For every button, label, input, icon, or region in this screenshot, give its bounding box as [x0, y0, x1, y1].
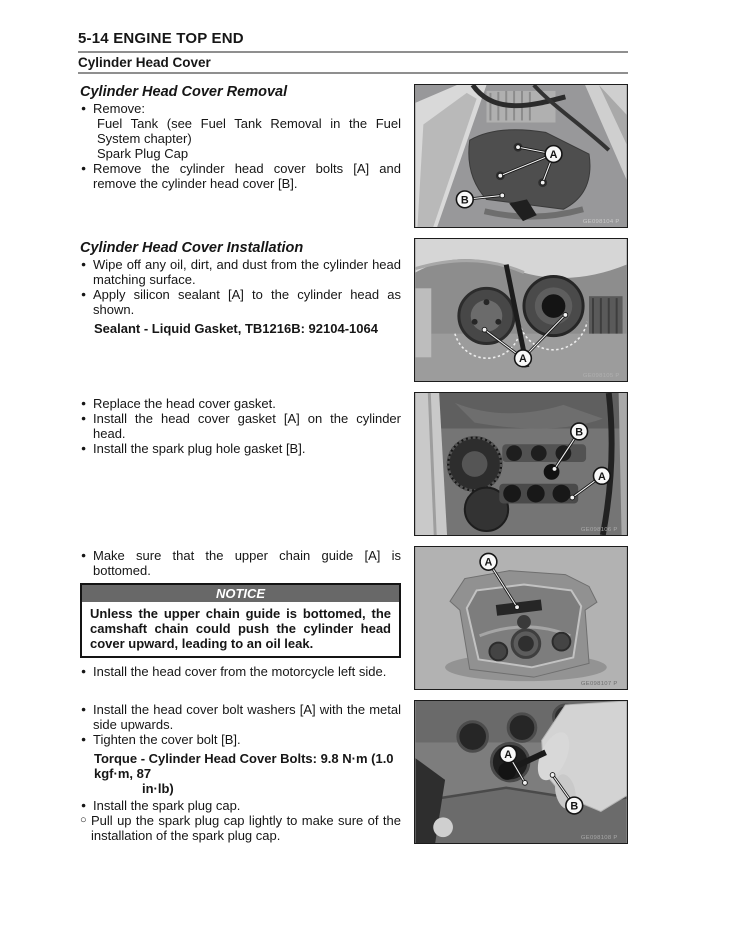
step-remove-bolts	[80, 161, 401, 191]
section-tighten	[80, 702, 401, 843]
step-tighten-text: Tighten the cover bolt [B].	[93, 732, 241, 747]
substep-spark-cap-check	[80, 813, 401, 843]
photo-art	[415, 701, 626, 843]
step-left-side	[80, 664, 401, 679]
figure-gaskets	[414, 392, 628, 536]
removal-heading: Cylinder Head Cover Removal	[80, 84, 288, 100]
callout-a	[515, 350, 532, 367]
chapter-header: 5-14 ENGINE TOP END	[78, 30, 244, 47]
bullet-icon: ●	[81, 666, 87, 676]
figure-head-cover-bolts	[414, 84, 628, 228]
bullet-icon: ●	[81, 259, 87, 269]
step-apply-sealant	[80, 287, 401, 317]
step-replace-gasket-text: Replace the head cover gasket.	[93, 396, 276, 411]
callout-a-label: A	[519, 353, 527, 366]
callout-b-label: B	[575, 426, 584, 439]
bullet-icon: ●	[81, 103, 87, 113]
photo-art	[415, 85, 626, 227]
step-spark-cap-text: Install the spark plug cap.	[93, 798, 241, 813]
circle-bullet-icon: ○	[80, 814, 87, 826]
bullet-icon: ●	[81, 800, 87, 810]
callout-b	[566, 797, 583, 814]
section-chain-guide	[80, 548, 401, 679]
step-chain-guide-text: Make sure that the upper chain guide [A] is bottomed.	[93, 548, 401, 578]
bullet-icon: ●	[81, 704, 87, 714]
callout-a-label: A	[597, 470, 606, 483]
callout-a	[545, 146, 562, 163]
notice-box	[80, 583, 401, 658]
photo-art	[415, 547, 626, 689]
callout-a-label: A	[484, 556, 493, 569]
bullet-icon: ●	[81, 289, 87, 299]
remove-item-spark-plug-cap: Spark Plug Cap	[97, 146, 189, 161]
step-tighten	[80, 732, 401, 747]
bullet-icon: ●	[81, 550, 87, 560]
installation-heading: Cylinder Head Cover Installation	[80, 240, 304, 256]
head-cover-bolts-photo	[415, 85, 627, 227]
notice-header: NOTICE	[82, 585, 399, 602]
torque-spec-line2: in·lb)	[142, 781, 174, 796]
step-apply-sealant-text: Apply silicon sealant [A] to the cylinder head as shown.	[93, 287, 401, 317]
header-rule-bottom	[78, 72, 628, 74]
torque-spec-line1: Torque - Cylinder Head Cover Bolts: 9.8 N·m (1.0 kgf·m, 87	[94, 751, 394, 781]
step-plug-gasket	[80, 441, 401, 456]
section-gaskets	[80, 396, 401, 456]
step-spark-cap	[80, 798, 401, 813]
callout-b	[571, 423, 588, 440]
callout-a-label: A	[549, 148, 558, 161]
step-plug-gasket-text: Install the spark plug hole gasket [B].	[93, 441, 306, 456]
callout-b-label: B	[570, 800, 579, 813]
section-installation	[80, 240, 401, 336]
callout-a	[500, 746, 517, 763]
callout-a	[593, 467, 610, 484]
figure-sealant-application	[414, 238, 628, 382]
notice-text: Unless the upper chain guide is bottomed, the camshaft chain could push the cylinder head cover upward, leading to an oil leak.	[90, 606, 391, 651]
photo-watermark: GE098106 P	[580, 527, 618, 534]
remove-item-fuel-tank: Fuel Tank (see Fuel Tank Removal in the Fuel System chapter)	[97, 116, 401, 146]
header-rule-top	[78, 51, 628, 53]
photo-watermark: GE098108 P	[580, 835, 618, 842]
page-title: Cylinder Head Cover	[78, 55, 211, 70]
callout-a	[480, 553, 497, 570]
cover-bolt-tighten-photo	[415, 701, 627, 843]
bullet-icon: ●	[81, 734, 87, 744]
step-wipe-text: Wipe off any oil, dirt, and dust from the cylinder head matching surface.	[93, 257, 401, 287]
step-washers	[80, 702, 401, 732]
photo-watermark: GE098104 P	[582, 219, 620, 226]
bullet-icon: ●	[81, 443, 87, 453]
sealant-application-photo	[415, 239, 627, 381]
step-washers-text: Install the head cover bolt washers [A] with the metal side upwards.	[93, 702, 401, 732]
section-removal	[80, 84, 401, 191]
step-chain-guide	[80, 548, 401, 578]
step-replace-gasket	[80, 396, 401, 411]
bullet-icon: ●	[81, 398, 87, 408]
photo-watermark: GE098107 P	[580, 681, 618, 688]
callout-b-label: B	[460, 194, 469, 207]
sealant-spec: Sealant - Liquid Gasket, TB1216B: 92104-1064	[94, 321, 378, 336]
gaskets-photo	[415, 393, 627, 535]
step-install-gasket-text: Install the head cover gasket [A] on the cylinder head.	[93, 411, 401, 441]
step-remove-label: Remove:	[93, 101, 146, 116]
photo-watermark: GE098105 P	[582, 373, 620, 380]
step-remove	[80, 101, 401, 116]
step-wipe	[80, 257, 401, 287]
step-left-side-text: Install the head cover from the motorcycle left side.	[93, 664, 387, 679]
figure-cover-bolt-tighten	[414, 700, 628, 844]
substep-spark-cap-check-text: Pull up the spark plug cap lightly to make sure of the installation of the spark plug cap.	[91, 813, 401, 843]
step-install-gasket	[80, 411, 401, 441]
photo-art	[415, 393, 626, 535]
bullet-icon: ●	[81, 413, 87, 423]
bullet-icon: ●	[81, 163, 87, 173]
callout-a-label: A	[504, 749, 513, 762]
step-remove-bolts-text: Remove the cylinder head cover bolts [A] and remove the cylinder head cover [B].	[93, 161, 401, 191]
figure-chain-guide	[414, 546, 628, 690]
callout-b	[456, 191, 473, 208]
chain-guide-photo	[415, 547, 627, 689]
